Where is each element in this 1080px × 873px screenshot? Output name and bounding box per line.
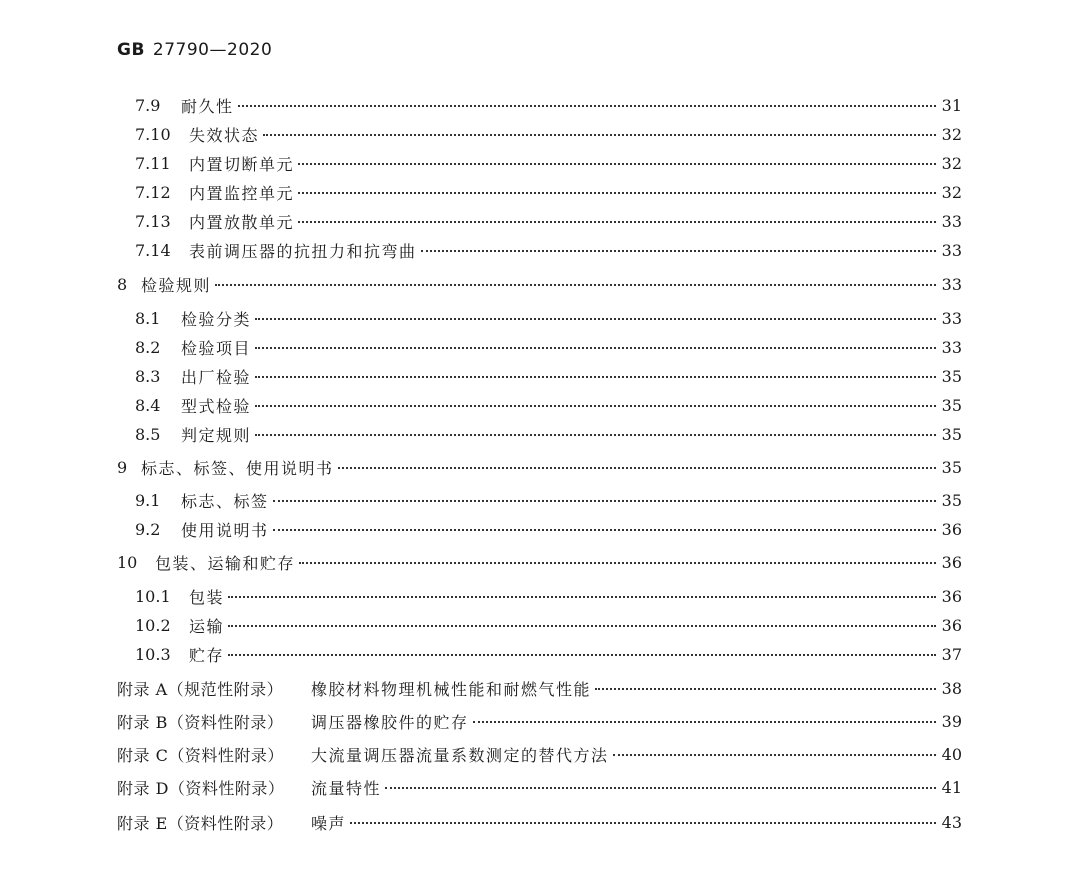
toc-entry[interactable] (135, 306, 962, 330)
dot-leader (238, 93, 936, 117)
toc-entry-page: 36 (941, 615, 962, 635)
dot-leader (385, 775, 936, 799)
toc-entry-number: 9.2 (135, 519, 161, 539)
dot-leader (595, 676, 936, 700)
dot-leader (228, 613, 936, 637)
dot-leader (421, 238, 936, 262)
toc-entry-page: 35 (941, 490, 962, 510)
toc-entry-number: 8 (117, 274, 128, 294)
toc-entry-number: 9.1 (135, 490, 161, 510)
toc-entry[interactable] (117, 272, 962, 296)
toc-entry-number: 8.3 (135, 366, 161, 386)
toc-entry-page: 43 (941, 812, 962, 832)
toc-entry[interactable] (135, 151, 962, 175)
toc-entry-title: 表前调压器的抗扭力和抗弯曲 (189, 241, 417, 261)
toc-entry[interactable] (135, 335, 962, 359)
toc-entry-title: 使用说明书 (181, 520, 269, 540)
toc-entry-title: 流量特性 (311, 778, 382, 798)
toc-appendix-entry[interactable] (117, 810, 962, 834)
toc-entry-page: 39 (941, 711, 962, 731)
standard-number: 27790—2020 (152, 40, 273, 60)
toc-appendix-entry[interactable] (117, 709, 962, 733)
dot-leader (255, 364, 936, 388)
appendix-label: 附录 B（资料性附录） (117, 712, 284, 732)
dot-leader (613, 742, 936, 766)
toc-entry-page: 41 (941, 777, 962, 797)
toc-entry-page: 36 (941, 552, 962, 572)
toc-entry[interactable] (135, 613, 962, 637)
toc-entry-title: 检验分类 (181, 309, 252, 329)
toc-entry-number: 8.5 (135, 424, 161, 444)
toc-entry[interactable] (135, 393, 962, 417)
toc-entry-number: 8.4 (135, 395, 161, 415)
toc-entry-number: 10.1 (135, 586, 171, 606)
toc-entry-number: 10 (117, 552, 138, 572)
dot-leader (473, 709, 936, 733)
toc-entry-title: 调压器橡胶件的贮存 (311, 712, 469, 732)
dot-leader (273, 517, 936, 541)
appendix-label: 附录 E（资料性附录） (117, 813, 284, 833)
toc-entry-page: 32 (941, 124, 962, 144)
toc-entry-number: 8.2 (135, 337, 161, 357)
toc-appendix-entry[interactable] (117, 676, 962, 700)
dot-leader (255, 422, 936, 446)
appendix-label: 附录 D（资料性附录） (117, 778, 285, 798)
toc-entry-page: 37 (941, 644, 962, 664)
toc-entry-title: 橡胶材料物理机械性能和耐燃气性能 (311, 679, 592, 699)
toc-entry[interactable] (117, 455, 962, 479)
toc-entry-title: 包装 (189, 587, 225, 607)
toc-entry-number: 7.9 (135, 95, 161, 115)
toc-entry-number: 7.10 (135, 124, 171, 144)
toc-entry-number: 10.2 (135, 615, 171, 635)
toc-entry-number: 7.12 (135, 182, 171, 202)
toc-entry-page: 33 (941, 337, 962, 357)
toc-entry-page: 35 (941, 424, 962, 444)
toc-entry-title: 运输 (189, 616, 225, 636)
toc-entry-title: 出厂检验 (181, 367, 252, 387)
toc-entry-number: 9 (117, 457, 128, 477)
toc-entry-title: 型式检验 (181, 396, 252, 416)
toc-entry[interactable] (135, 584, 962, 608)
toc-entry-title: 内置放散单元 (189, 212, 295, 232)
dot-leader (298, 180, 936, 204)
toc-entry[interactable] (135, 642, 962, 666)
toc-entry[interactable] (135, 238, 962, 262)
toc-entry-page: 31 (941, 95, 962, 115)
toc-entry-title: 耐久性 (181, 96, 234, 116)
toc-entry-page: 32 (941, 182, 962, 202)
toc-entry-page: 35 (941, 457, 962, 477)
dot-leader (299, 550, 936, 574)
toc-entry-page: 35 (941, 366, 962, 386)
toc-entry-title: 失效状态 (189, 125, 260, 145)
toc-entry[interactable] (135, 180, 962, 204)
toc-entry-number: 7.13 (135, 211, 171, 231)
toc-entry[interactable] (135, 364, 962, 388)
toc-entry-title: 内置切断单元 (189, 154, 295, 174)
toc-entry-page: 36 (941, 586, 962, 606)
toc-entry-title: 检验规则 (141, 275, 212, 295)
toc-entry-page: 33 (941, 240, 962, 260)
toc-entry[interactable] (135, 93, 962, 117)
toc-entry-number: 10.3 (135, 644, 171, 664)
dot-leader (228, 584, 936, 608)
toc-entry-page: 32 (941, 153, 962, 173)
toc-appendix-entry[interactable] (117, 742, 962, 766)
dot-leader (338, 455, 936, 479)
dot-leader (255, 335, 936, 359)
toc-entry-title: 包装、运输和贮存 (155, 553, 296, 573)
toc-entry-page: 33 (941, 274, 962, 294)
appendix-label: 附录 C（资料性附录） (117, 745, 284, 765)
dot-leader (255, 393, 936, 417)
dot-leader (255, 306, 936, 330)
toc-appendix-entry[interactable] (117, 775, 962, 799)
toc-entry[interactable] (135, 488, 962, 512)
appendix-label: 附录 A（规范性附录） (117, 679, 284, 699)
toc-entry-title: 大流量调压器流量系数测定的替代方法 (311, 745, 609, 765)
dot-leader (350, 810, 936, 834)
toc-entry-title: 标志、标签、使用说明书 (141, 458, 334, 478)
toc-entry[interactable] (117, 550, 962, 574)
toc-entry[interactable] (135, 517, 962, 541)
toc-entry-page: 35 (941, 395, 962, 415)
dot-leader (298, 151, 936, 175)
toc-entry-page: 33 (941, 308, 962, 328)
toc-entry-page: 33 (941, 211, 962, 231)
toc-entry-page: 38 (941, 678, 962, 698)
dot-leader (273, 488, 936, 512)
toc-entry-number: 7.11 (135, 153, 171, 173)
dot-leader (263, 122, 936, 146)
toc-entry[interactable] (135, 422, 962, 446)
toc-entry-page: 40 (941, 744, 962, 764)
toc-entry-page: 36 (941, 519, 962, 539)
toc-entry-number: 7.14 (135, 240, 171, 260)
dot-leader (215, 272, 936, 296)
toc-entry-title: 检验项目 (181, 338, 252, 358)
toc-entry-title: 贮存 (189, 645, 225, 665)
toc-entry-title: 内置监控单元 (189, 183, 295, 203)
dot-leader (298, 209, 936, 233)
toc-entry-title: 标志、标签 (181, 491, 269, 511)
toc-entry[interactable] (135, 209, 962, 233)
toc-entry[interactable] (135, 122, 962, 146)
toc-entry-title: 噪声 (311, 813, 347, 833)
toc-entry-title: 判定规则 (181, 425, 252, 445)
toc-entry-number: 8.1 (135, 308, 161, 328)
dot-leader (228, 642, 936, 666)
standard-code: GB (117, 40, 145, 60)
